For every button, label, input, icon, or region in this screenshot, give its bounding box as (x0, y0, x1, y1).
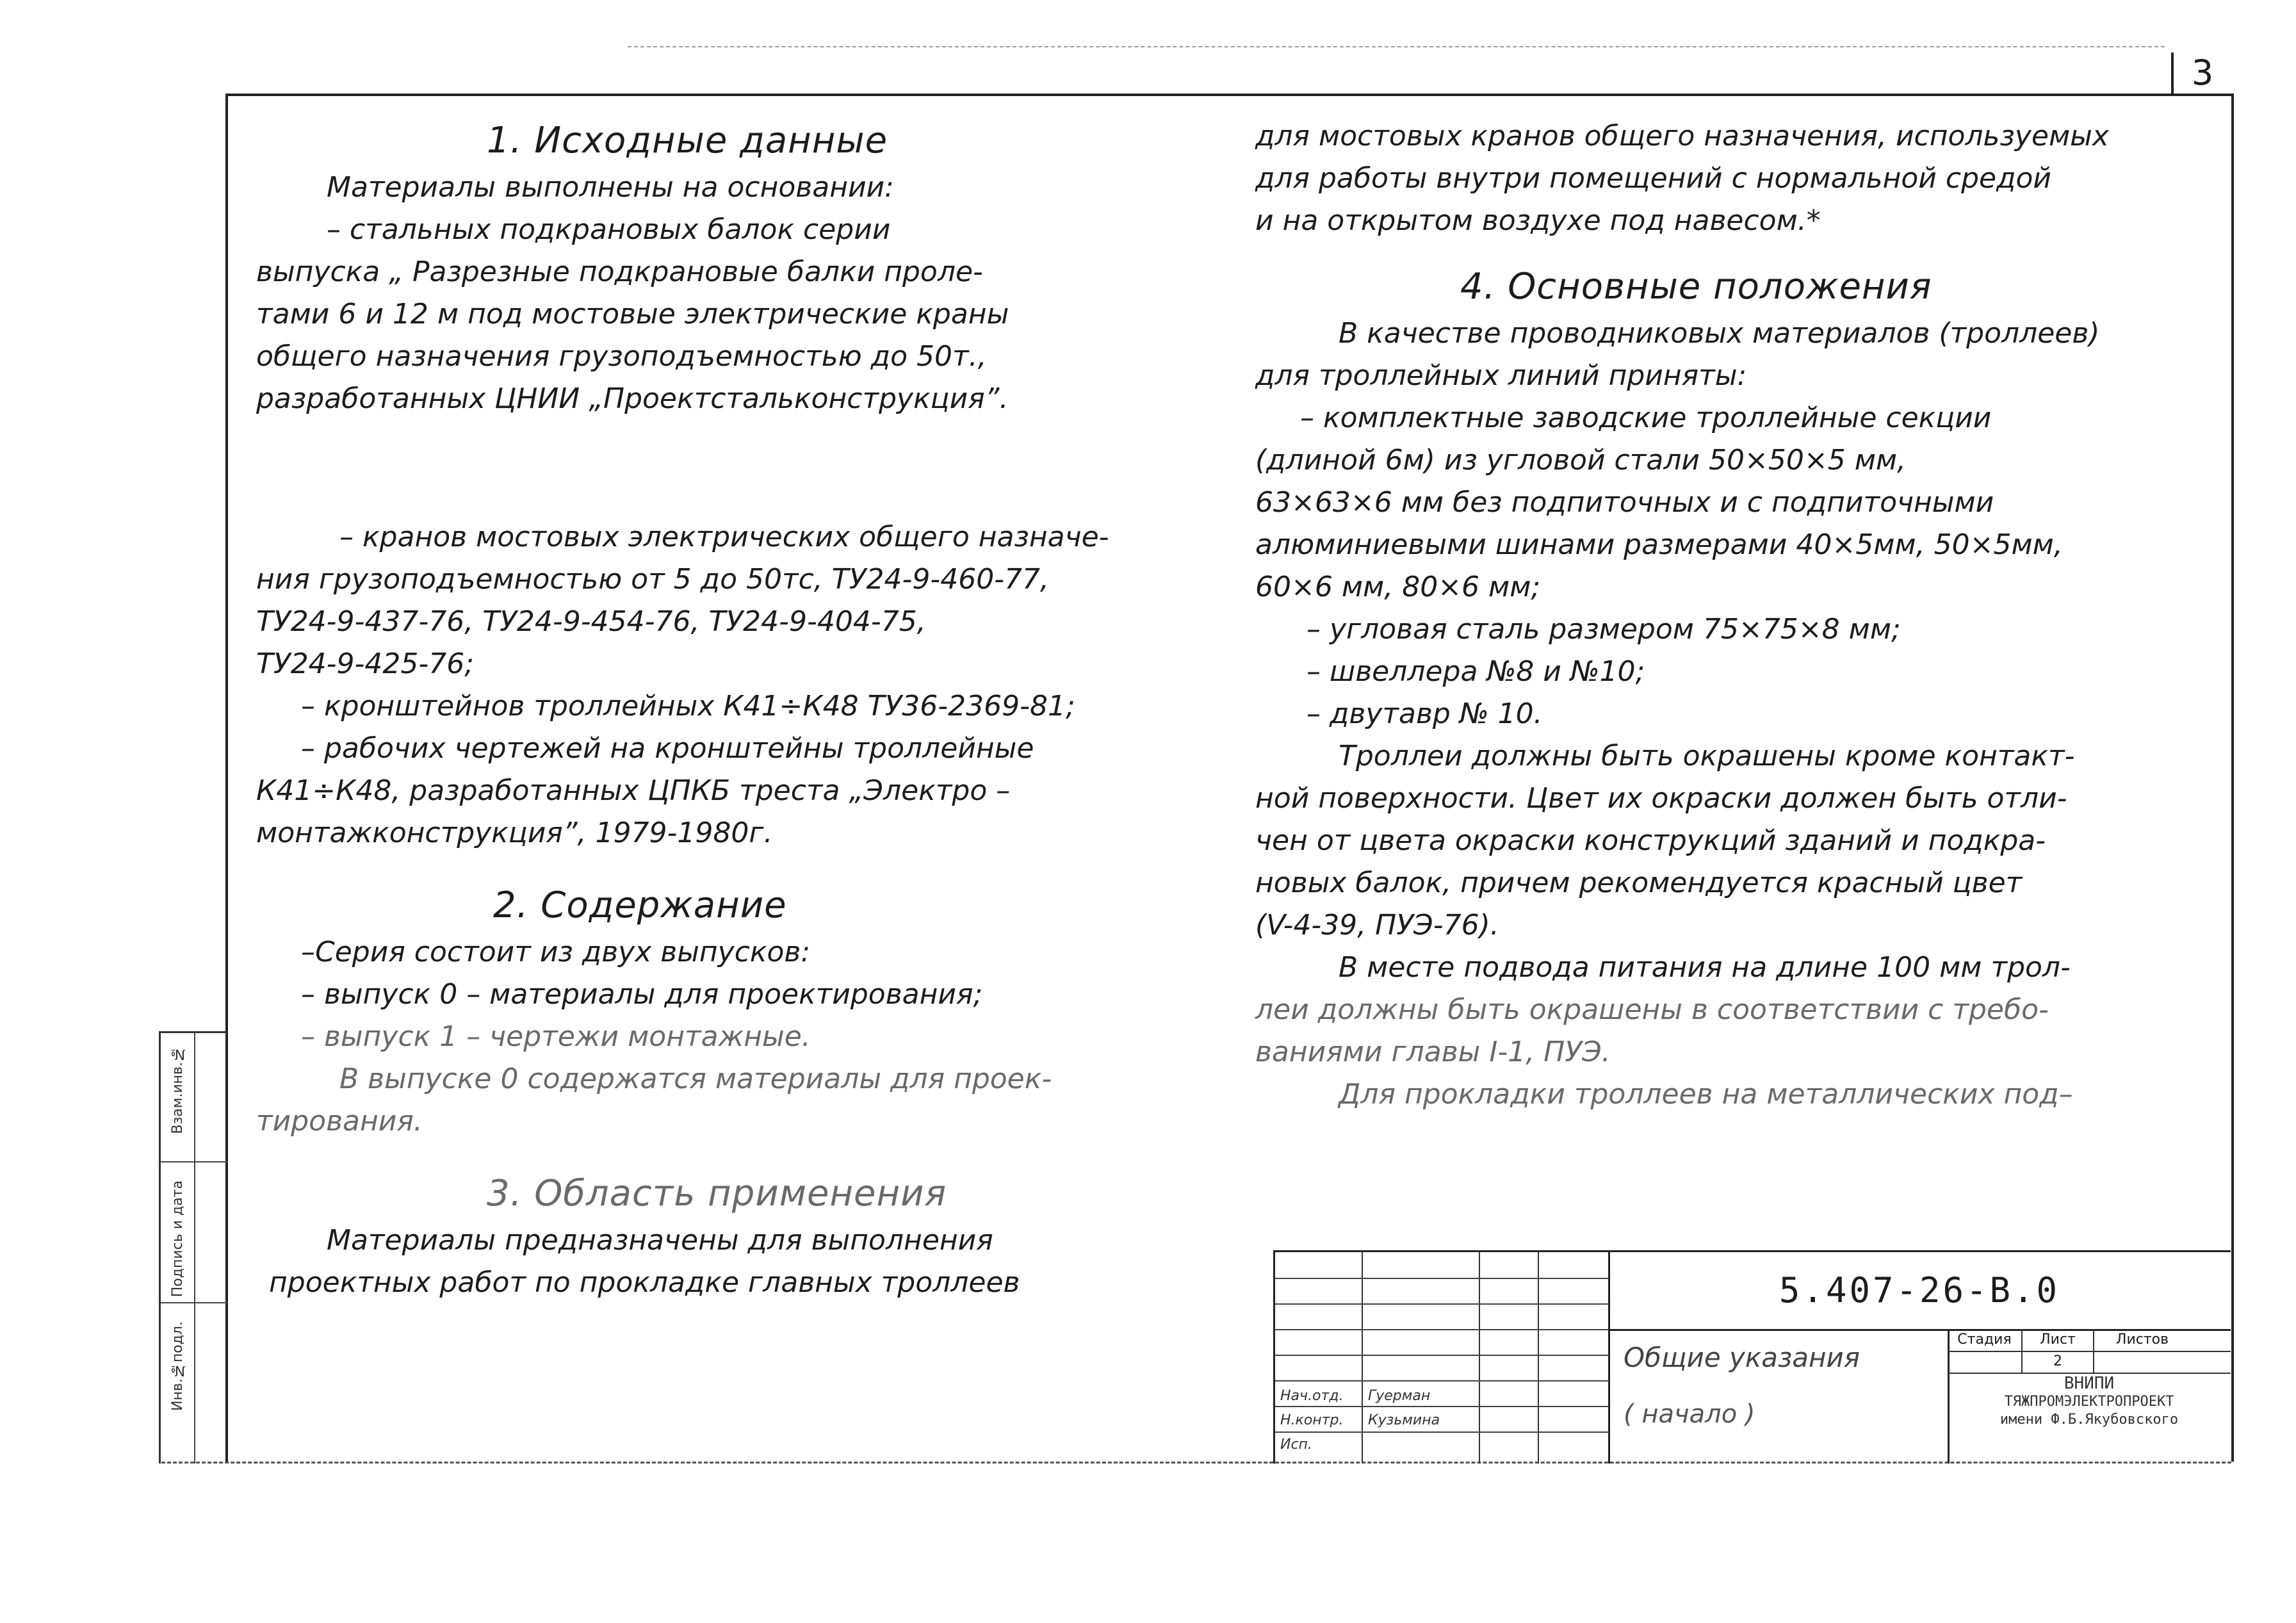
role-head: Нач.отд. (1280, 1388, 1344, 1404)
text-line: проектных работ по прокладке главных троллеев (269, 1266, 1020, 1299)
section-3-heading: 3. Область применения (487, 1173, 947, 1214)
binding-strip (159, 1031, 227, 1464)
binding-label-signature: Подпись и дата (170, 1180, 186, 1298)
text-line: – стальных подкрановых балок серии (327, 213, 891, 246)
text-line: для мостовых кранов общего назначения, используемых (1255, 120, 2109, 152)
section-4-heading: 4. Основные положения (1460, 266, 1932, 307)
sheets-header: Листов (2115, 1332, 2169, 1348)
text-line: В качестве проводниковых материалов (троллеев) (1339, 317, 2100, 350)
text-line: ной поверхности. Цвет их окраски должен быть отли- (1255, 782, 2067, 815)
document-title: Общие указания (1624, 1342, 1860, 1373)
stage-header: Стадия (1948, 1329, 2023, 1351)
document-designation: 5.407-26-В.0 (1779, 1270, 2060, 1310)
section-1-heading: 1. Исходные данные (487, 120, 888, 161)
text-line: Для прокладки троллеев на металлических под– (1339, 1078, 2073, 1111)
text-line: Троллеи должны быть окрашены кроме контакт- (1339, 740, 2075, 772)
text-line: выпуска „ Разрезные подкрановые балки проле- (256, 256, 983, 288)
right-column (1255, 115, 2216, 1116)
document-subtitle: ( начало ) (1624, 1399, 1755, 1429)
text-line: – угловая сталь размером 75×75×8 мм; (1307, 613, 1901, 646)
stage-area (1948, 1329, 2231, 1464)
text-line: и на открытом воздухе под навесом.* (1255, 204, 1821, 237)
stage-value (1948, 1351, 2023, 1373)
sheet-header: Лист (2023, 1329, 2094, 1351)
document-title-area (1608, 1329, 1950, 1464)
sheet-value: 2 (2023, 1351, 2094, 1373)
name-control: Кузьмина (1368, 1412, 1440, 1428)
text-line: ТУ24-9-437-76, ТУ24-9-454-76, ТУ24-9-404-75, (256, 605, 926, 638)
title-block (1273, 1250, 2231, 1464)
text-line: (длиной 6м) из угловой стали 50×50×5 мм, (1255, 444, 1907, 477)
binding-label-replaced: Взам.инв.№ (170, 1046, 186, 1134)
signature-grid (1275, 1252, 1608, 1464)
text-line: – выпуск 1 – чертежи монтажные. (301, 1020, 811, 1053)
text-line: В месте подвода питания на длине 100 мм трол- (1339, 951, 2071, 984)
text-line: Материалы предназначены для выполнения (327, 1224, 993, 1257)
binding-label-inventory: Инв.№подл. (170, 1321, 186, 1411)
org-name-full: ТЯЖПРОМЭЛЕКТРОПРОЕКТ (2004, 1394, 2174, 1410)
text-line: (V-4-39, ПУЭ-76). (1255, 909, 1499, 942)
text-line: ваниями главы I-1, ПУЭ. (1255, 1036, 1611, 1068)
sheets-value (2094, 1351, 2190, 1373)
text-line: для троллейных линий приняты: (1255, 359, 1747, 392)
text-line: монтажконструкция”, 1979-1980г. (256, 817, 773, 849)
left-column (256, 115, 1204, 1304)
role-executor: Исп. (1280, 1437, 1312, 1453)
top-dashed-rule (628, 46, 2165, 47)
text-line: – рабочих чертежей на кронштейны троллейные (301, 732, 1034, 765)
section-2-heading: 2. Содержание (493, 885, 787, 926)
text-line: – швеллера №8 и №10; (1307, 655, 1645, 688)
text-line: тами 6 и 12 м под мостовые электрические краны (256, 298, 1009, 330)
text-line: ТУ24-9-425-76; (256, 648, 475, 680)
role-control: Н.контр. (1280, 1412, 1344, 1428)
text-line: разработанных ЦНИИ „Проектстальконструкция”. (256, 382, 1009, 415)
org-name-dedication: имени Ф.Б.Якубовского (1999, 1412, 2179, 1428)
text-line: алюминиевыми шинами размерами 40×5мм, 50×5мм, (1255, 528, 2063, 561)
text-line: 60×6 мм, 80×6 мм; (1255, 571, 1541, 603)
org-name: ВНИПИ (2064, 1374, 2115, 1393)
text-line: К41÷К48, разработанных ЦПКБ треста „Электро – (256, 774, 1011, 807)
name-head: Гуерман (1368, 1388, 1431, 1404)
text-line: чен от цвета окраски конструкций зданий и подкра- (1255, 824, 2046, 857)
text-line: новых балок, причем рекомендуется красный цвет (1255, 867, 2023, 899)
text-line: для работы внутри помещений с нормальной средой (1255, 162, 2051, 195)
organization-stamp (1948, 1374, 2231, 1464)
page-number: 3 (2171, 53, 2231, 95)
text-line: –Серия состоит из двух выпусков: (301, 936, 811, 968)
text-line: Материалы выполнены на основании: (327, 171, 894, 204)
text-line: – двутавр № 10. (1307, 697, 1543, 730)
text-line: – комплектные заводские троллейные секции (1300, 402, 1992, 434)
text-line: ния грузоподъемностью от 5 до 50тс, ТУ24-9-460-77, (256, 563, 1050, 596)
text-line: леи должны быть окрашены в соответствии с требо- (1255, 993, 2049, 1026)
text-line: – кранов мостовых электрических общего назначе- (339, 521, 1109, 553)
text-line: – кронштейнов троллейных К41÷К48 ТУ36-2369-81; (301, 690, 1075, 722)
text-line: тирования. (256, 1105, 423, 1138)
text-line: общего назначения грузоподъемностью до 50т., (256, 340, 987, 373)
text-line: – выпуск 0 – материалы для проектирования; (301, 978, 983, 1011)
text-line: 63×63×6 мм без подпиточных и с подпиточными (1255, 486, 1994, 519)
text-line: В выпуске 0 содержатся материалы для проек- (339, 1063, 1052, 1095)
